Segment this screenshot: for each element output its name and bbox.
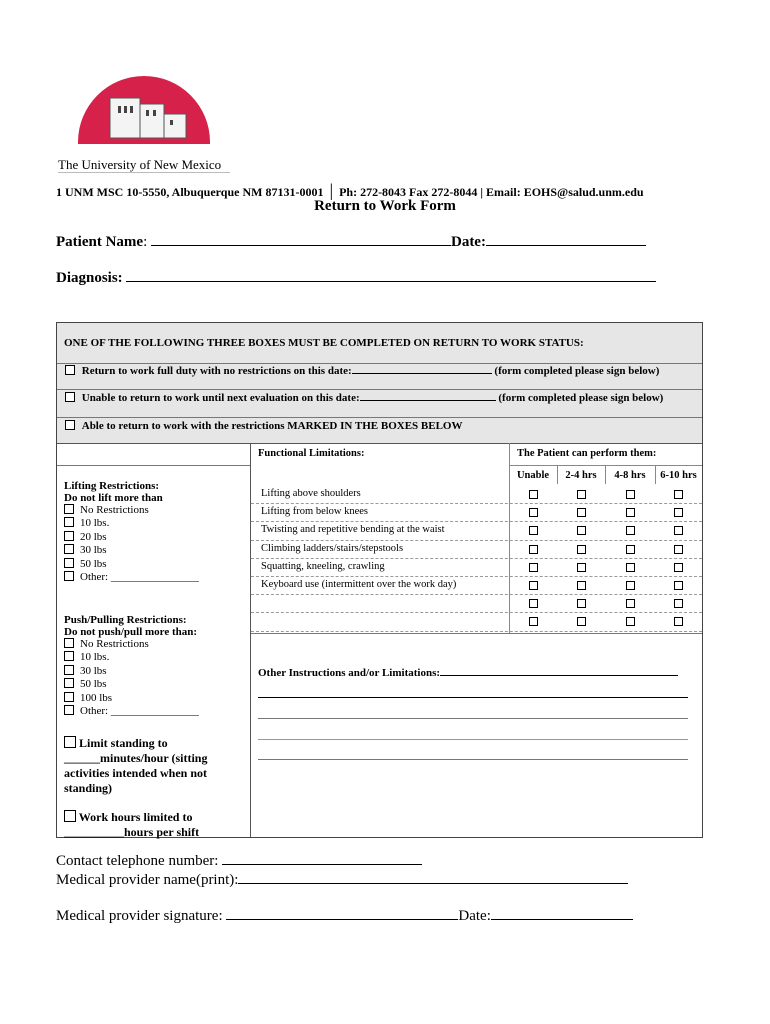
functional-checkbox-6-10-hrs[interactable] bbox=[674, 526, 683, 535]
lifting-option-label: Other: ________________ bbox=[80, 571, 199, 584]
functional-checkbox-4-8-hrs[interactable] bbox=[626, 599, 635, 608]
push-option-checkbox[interactable] bbox=[64, 705, 74, 715]
lifting-subtitle: Do not lift more than bbox=[64, 492, 163, 504]
functional-row bbox=[251, 559, 702, 577]
restrictions-table bbox=[56, 322, 703, 838]
push-option-checkbox[interactable] bbox=[64, 651, 74, 661]
push-title: Push/Pulling Restrictions: bbox=[64, 614, 187, 626]
provider-label: Medical provider name(print): bbox=[56, 872, 239, 888]
standing-line2: ______minutes/hour (sitting bbox=[64, 751, 208, 765]
lifting-option-checkbox[interactable] bbox=[64, 558, 74, 568]
unm-logo bbox=[58, 70, 228, 170]
phone-label: Contact telephone number: bbox=[56, 853, 223, 869]
patient-name-field[interactable] bbox=[151, 245, 451, 246]
hours-restriction bbox=[64, 810, 249, 840]
functional-row bbox=[251, 522, 702, 540]
unable-text: Unable to return to work until next evaluation on this date: bbox=[81, 392, 360, 404]
functional-row-label: Lifting from below knees bbox=[261, 506, 369, 518]
unable-checkbox[interactable] bbox=[65, 392, 75, 402]
standing-line4: standing) bbox=[64, 781, 113, 795]
functional-checkbox-2-4-hrs[interactable] bbox=[577, 617, 586, 626]
lifting-option-checkbox[interactable] bbox=[64, 531, 74, 541]
unable-date-field[interactable] bbox=[360, 400, 496, 401]
functional-row-label: Climbing ladders/stairs/stepstools bbox=[261, 542, 404, 554]
signature-line bbox=[56, 908, 633, 925]
hours-line2: __________hours per shift bbox=[64, 825, 200, 839]
push-option-label: No Restrictions bbox=[80, 638, 149, 650]
other-instructions bbox=[258, 667, 678, 679]
perform-column-header: Unable bbox=[516, 470, 550, 481]
push-option bbox=[64, 705, 249, 718]
functional-checkbox-2-4-hrs[interactable] bbox=[577, 490, 586, 499]
functional-checkbox-6-10-hrs[interactable] bbox=[674, 545, 683, 554]
diagnosis-label: Diagnosis: bbox=[56, 270, 123, 286]
lifting-option bbox=[64, 531, 244, 544]
standing-line1: Limit standing to bbox=[79, 736, 168, 750]
functional-checkbox-6-10-hrs[interactable] bbox=[674, 490, 683, 499]
full-duty-checkbox[interactable] bbox=[65, 365, 75, 375]
functional-row-label: Keyboard use (intermittent over the work day) bbox=[261, 579, 457, 590]
separator: | bbox=[329, 180, 334, 200]
functional-checkbox-2-4-hrs[interactable] bbox=[577, 563, 586, 572]
push-option-label: 30 lbs bbox=[80, 664, 107, 677]
functional-row-label: Lifting above shoulders bbox=[261, 488, 361, 499]
functional-row-label: Squatting, kneeling, crawling bbox=[261, 560, 385, 572]
perform-column-header: 6-10 hrs bbox=[660, 470, 697, 481]
standing-checkbox[interactable] bbox=[64, 736, 76, 748]
logo-underline bbox=[58, 172, 230, 173]
functional-checkbox-unable[interactable] bbox=[529, 599, 538, 608]
lifting-option bbox=[64, 544, 244, 557]
functional-checkbox-unable[interactable] bbox=[529, 563, 538, 572]
hours-line1: Work hours limited to bbox=[78, 810, 193, 824]
functional-checkbox-unable[interactable] bbox=[529, 526, 538, 535]
unm-logo-icon bbox=[58, 70, 228, 150]
lifting-option-label: 10 lbs. bbox=[80, 517, 110, 530]
full-duty-date-field[interactable] bbox=[352, 373, 492, 374]
perform-column-headers bbox=[509, 466, 702, 488]
functional-checkbox-unable[interactable] bbox=[529, 617, 538, 626]
push-restrictions bbox=[64, 614, 249, 718]
functional-checkbox-2-4-hrs[interactable] bbox=[577, 581, 586, 590]
signature-field[interactable] bbox=[226, 919, 458, 920]
contact-text: Ph: 272-8043 Fax 272-8044 | Email: EOHS@salud.unm.edu bbox=[339, 185, 644, 199]
lifting-option-checkbox[interactable] bbox=[64, 504, 74, 514]
restricted-checkbox[interactable] bbox=[65, 420, 75, 430]
functional-checkbox-unable[interactable] bbox=[529, 545, 538, 554]
functional-row bbox=[251, 486, 702, 504]
restricted-text: Able to return to work with the restrictions MARKED IN THE BOXES BELOW bbox=[81, 420, 463, 432]
footer-date-field[interactable] bbox=[491, 919, 633, 920]
patient-date-field[interactable] bbox=[486, 245, 646, 246]
functional-checkbox-2-4-hrs[interactable] bbox=[577, 599, 586, 608]
functional-checkbox-2-4-hrs[interactable] bbox=[577, 545, 586, 554]
functional-checkbox-unable[interactable] bbox=[529, 490, 538, 499]
functional-checkbox-unable[interactable] bbox=[529, 581, 538, 590]
lifting-option-checkbox[interactable] bbox=[64, 571, 74, 581]
functional-checkbox-6-10-hrs[interactable] bbox=[674, 563, 683, 572]
push-option-checkbox[interactable] bbox=[64, 665, 74, 675]
push-option-label: 100 lbs bbox=[80, 691, 113, 704]
perform-heading: The Patient can perform them: bbox=[517, 448, 657, 459]
patient-line: Patient Name: Date: bbox=[56, 234, 646, 251]
push-option-label: 50 lbs bbox=[80, 678, 107, 691]
lifting-option-label: 50 lbs bbox=[80, 557, 107, 570]
functional-row bbox=[251, 577, 702, 595]
push-option-label: Other: ________________ bbox=[80, 705, 199, 718]
perform-column-header: 4-8 hrs bbox=[614, 470, 646, 481]
address-text: 1 UNM MSC 10-5550, Albuquerque NM 87131-0001 bbox=[56, 185, 324, 199]
lifting-option bbox=[64, 517, 244, 530]
org-name: The University of New Mexico bbox=[58, 157, 222, 172]
provider-field[interactable] bbox=[238, 883, 628, 884]
push-option-checkbox[interactable] bbox=[64, 692, 74, 702]
push-option bbox=[64, 651, 249, 664]
lifting-option-checkbox[interactable] bbox=[64, 517, 74, 527]
functional-checkbox-4-8-hrs[interactable] bbox=[626, 526, 635, 535]
functional-checkbox-6-10-hrs[interactable] bbox=[674, 508, 683, 517]
unable-row bbox=[65, 392, 663, 404]
functional-checkbox-4-8-hrs[interactable] bbox=[626, 581, 635, 590]
functional-row-label: Twisting and repetitive bending at the waist bbox=[261, 524, 445, 536]
push-option bbox=[64, 665, 249, 678]
push-option-checkbox[interactable] bbox=[64, 638, 74, 648]
phone-field[interactable] bbox=[222, 864, 422, 865]
restricted-row bbox=[65, 420, 462, 432]
push-option-label: 10 lbs. bbox=[80, 651, 110, 664]
hours-checkbox[interactable] bbox=[64, 810, 76, 822]
functional-checkbox-6-10-hrs[interactable] bbox=[674, 617, 683, 626]
push-option bbox=[64, 692, 249, 705]
footer-date-label: Date: bbox=[458, 908, 491, 924]
lifting-option-label: 30 lbs bbox=[80, 544, 107, 557]
lifting-option bbox=[64, 504, 244, 517]
lifting-option-label: 20 lbs bbox=[80, 530, 107, 543]
provider-line bbox=[56, 872, 628, 889]
unable-note: (form completed please sign below) bbox=[498, 392, 664, 404]
other-line-4[interactable] bbox=[258, 739, 688, 740]
full-duty-text: Return to work full duty with no restrictions on this date: bbox=[81, 365, 352, 377]
functional-row bbox=[251, 541, 702, 559]
form-title: Return to Work Form bbox=[314, 198, 456, 214]
functional-checkbox-4-8-hrs[interactable] bbox=[626, 545, 635, 554]
lifting-option bbox=[64, 571, 244, 584]
push-option bbox=[64, 678, 249, 691]
other-line-5[interactable] bbox=[258, 759, 688, 760]
push-option-checkbox[interactable] bbox=[64, 678, 74, 688]
functional-row bbox=[251, 613, 702, 631]
functional-checkbox-2-4-hrs[interactable] bbox=[577, 526, 586, 535]
push-subtitle: Do not push/pull more than: bbox=[64, 626, 198, 638]
lifting-option bbox=[64, 558, 244, 571]
perform-column-header: 2-4 hrs bbox=[565, 470, 597, 481]
phone-line bbox=[56, 853, 422, 870]
status-heading: ONE OF THE FOLLOWING THREE BOXES MUST BE COMPLETED ON RETURN TO WORK STATUS: bbox=[64, 337, 584, 349]
other-line-3[interactable] bbox=[258, 718, 688, 719]
functional-checkbox-4-8-hrs[interactable] bbox=[626, 563, 635, 572]
other-field-1[interactable] bbox=[440, 675, 678, 676]
full-duty-row bbox=[65, 365, 659, 377]
lifting-title: Lifting Restrictions: bbox=[64, 480, 160, 492]
push-option bbox=[64, 638, 249, 651]
lifting-restrictions bbox=[64, 480, 244, 584]
lifting-option-checkbox[interactable] bbox=[64, 544, 74, 554]
standing-restriction bbox=[64, 736, 249, 796]
functional-checkbox-4-8-hrs[interactable] bbox=[626, 508, 635, 517]
diagnosis-line bbox=[56, 270, 656, 287]
functional-checkbox-4-8-hrs[interactable] bbox=[626, 490, 635, 499]
functional-row bbox=[251, 504, 702, 522]
functional-checkbox-4-8-hrs[interactable] bbox=[626, 617, 635, 626]
functional-heading: Functional Limitations: bbox=[258, 448, 365, 459]
functional-checkbox-6-10-hrs[interactable] bbox=[674, 599, 683, 608]
full-duty-note: (form completed please sign below) bbox=[494, 365, 660, 377]
functional-row bbox=[251, 595, 702, 613]
other-label: Other Instructions and/or Limitations: bbox=[258, 667, 441, 679]
patient-date-label: Date: bbox=[450, 234, 486, 250]
lifting-option-label: No Restrictions bbox=[80, 504, 149, 516]
diagnosis-field[interactable] bbox=[126, 281, 656, 282]
patient-name-label: Patient Name bbox=[56, 234, 144, 250]
functional-checkbox-unable[interactable] bbox=[529, 508, 538, 517]
other-line-2[interactable] bbox=[258, 697, 688, 698]
standing-line3: activities intended when not bbox=[64, 766, 208, 780]
signature-label: Medical provider signature: bbox=[56, 908, 227, 924]
functional-checkbox-6-10-hrs[interactable] bbox=[674, 581, 683, 590]
functional-checkbox-2-4-hrs[interactable] bbox=[577, 508, 586, 517]
